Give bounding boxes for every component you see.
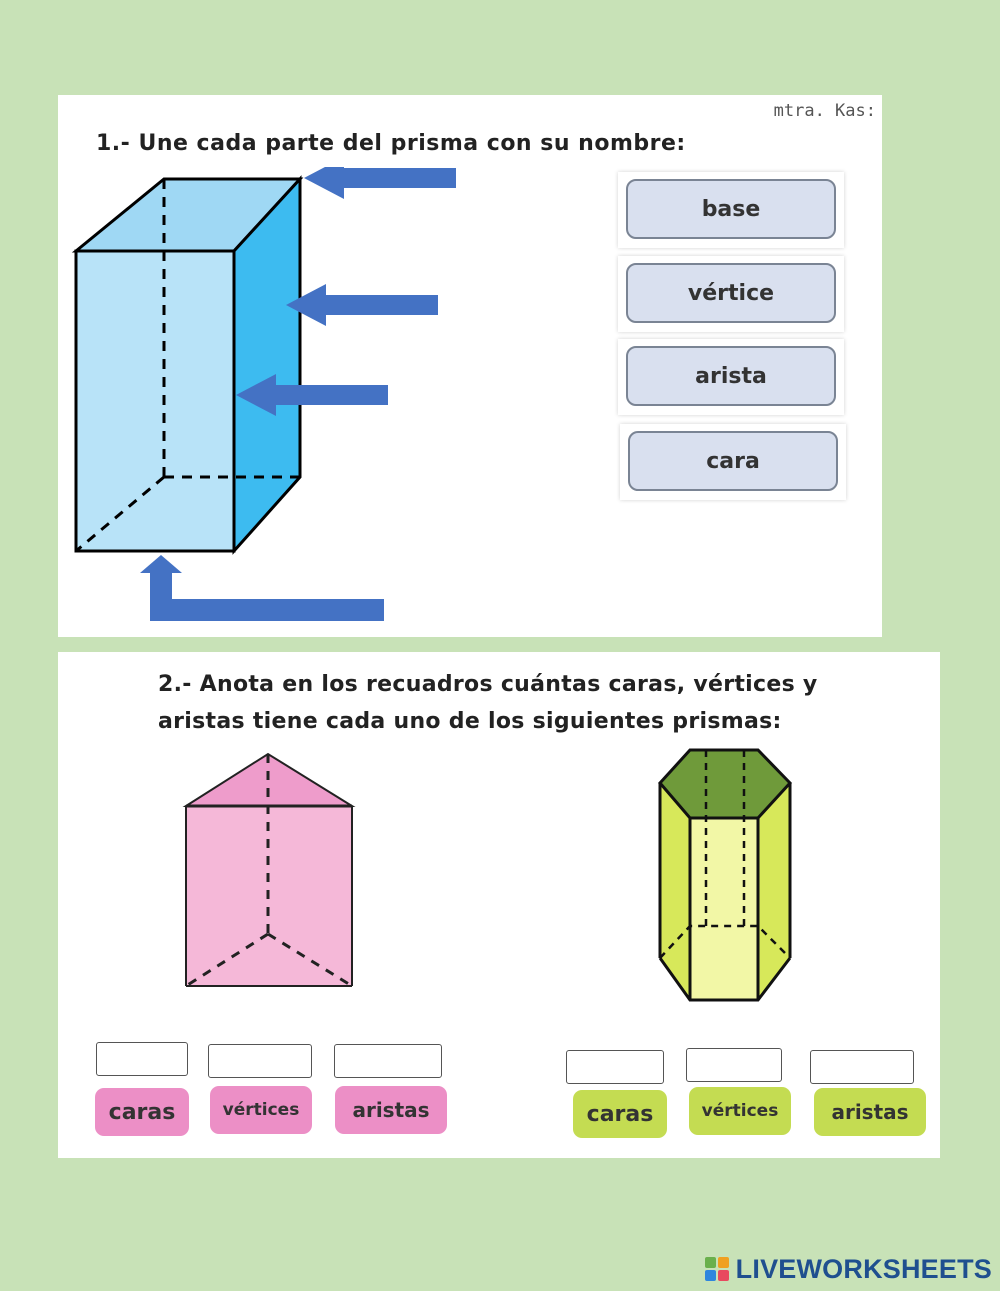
label-face[interactable]: cara: [628, 431, 838, 491]
prism1-faces-label: caras: [95, 1088, 189, 1136]
prism2-vertices-input[interactable]: [686, 1048, 782, 1082]
section-2-panel: [58, 652, 940, 1158]
label-vertex[interactable]: vértice: [626, 263, 836, 323]
prism1-vertices-input[interactable]: [208, 1044, 312, 1078]
hexagonal-prism-figure: [650, 748, 840, 1008]
prism1-edges-label: aristas: [335, 1086, 447, 1134]
arrow-vertex: [304, 167, 456, 199]
arrow-face: [286, 284, 438, 326]
author-note: mtra. Kas:: [773, 101, 876, 121]
section-1-title: 1.- Une cada parte del prisma con su nombre:: [96, 131, 686, 156]
section-1-panel: [58, 95, 882, 637]
prism1-vertices-label: vértices: [210, 1086, 312, 1134]
brand-logo[interactable]: [704, 1252, 992, 1286]
brand-name: LIVEWORKSHEETS: [735, 1253, 992, 1284]
prism2-vertices-label: vértices: [689, 1087, 791, 1135]
prism1-edges-input[interactable]: [334, 1044, 442, 1078]
liveworksheets-icon: [704, 1256, 730, 1282]
label-card-vertex[interactable]: [618, 256, 844, 332]
label-card-face[interactable]: [620, 424, 846, 500]
prism2-faces-label: caras: [573, 1090, 667, 1138]
label-card-edge[interactable]: [618, 339, 844, 415]
hexagonal-prism-front-face: [690, 818, 758, 1000]
rectangular-prism-figure: [58, 167, 518, 637]
prism1-faces-input[interactable]: [96, 1042, 188, 1076]
label-base[interactable]: base: [626, 179, 836, 239]
arrow-base: [140, 555, 384, 621]
label-edge[interactable]: arista: [626, 346, 836, 406]
prism-front-face: [76, 251, 234, 551]
prism2-edges-label: aristas: [814, 1088, 926, 1136]
prism2-edges-input[interactable]: [810, 1050, 914, 1084]
label-card-base[interactable]: [618, 172, 844, 248]
triangular-prism-figure: [176, 746, 376, 1006]
section-2-title: 2.- Anota en los recuadros cuántas caras, vértices y aristas tiene cada uno de los siguientes prismas:: [158, 672, 818, 734]
prism2-faces-input[interactable]: [566, 1050, 664, 1084]
